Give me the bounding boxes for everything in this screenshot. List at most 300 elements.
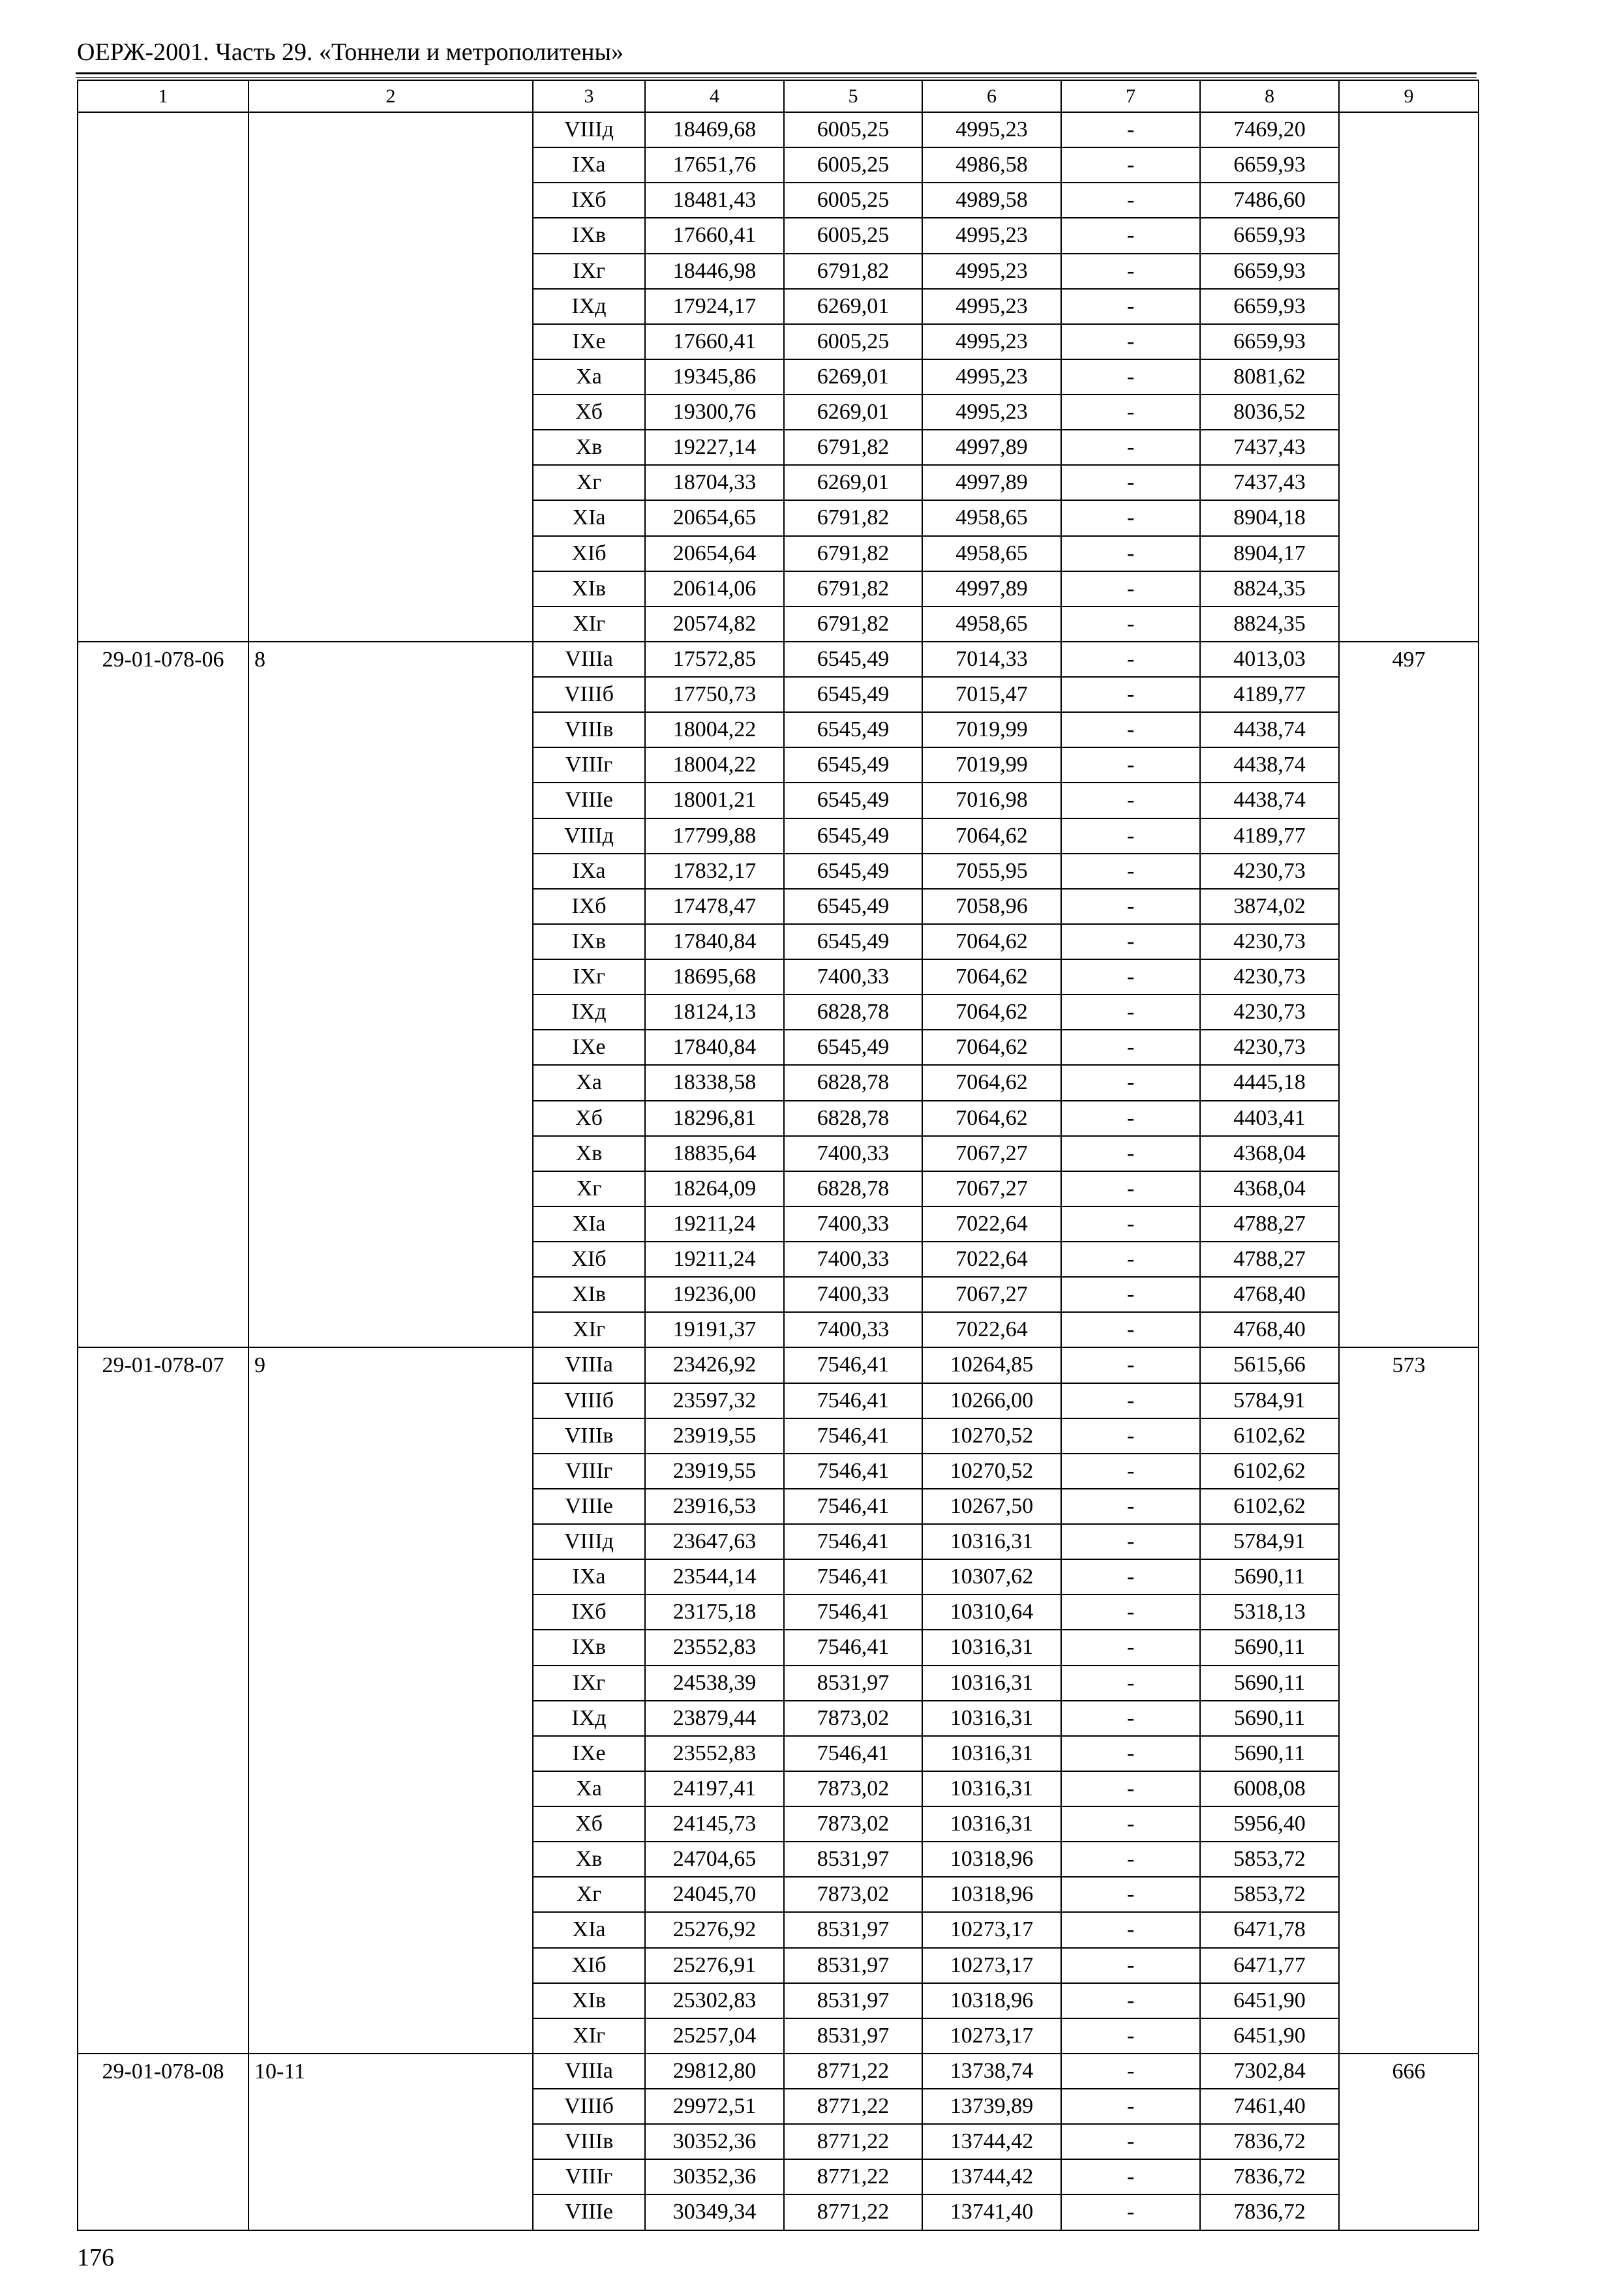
table-cell: 8824,35	[1200, 571, 1339, 606]
table-cell: 6659,93	[1200, 147, 1339, 183]
table-cell: 5615,66	[1200, 1347, 1339, 1383]
table-cell: Xб	[533, 1101, 645, 1136]
table-cell: VIIIе	[533, 783, 645, 818]
table-cell: 4368,04	[1200, 1171, 1339, 1206]
table-cell: 6828,78	[784, 1101, 922, 1136]
column-9-cell	[1339, 112, 1479, 642]
table-cell: -	[1061, 747, 1200, 783]
table-cell: -	[1061, 1101, 1200, 1136]
table-cell: IXг	[533, 959, 645, 995]
table-cell: IXв	[533, 1630, 645, 1665]
table-cell: VIIIг	[533, 2159, 645, 2194]
table-cell: 5690,11	[1200, 1736, 1339, 1771]
table-cell: 7019,99	[922, 747, 1061, 783]
table-cell: 8531,97	[784, 1912, 922, 1947]
table-cell: 7067,27	[922, 1277, 1061, 1312]
table-cell: 7546,41	[784, 1383, 922, 1418]
table-row	[78, 642, 1479, 677]
table-cell: 8824,35	[1200, 606, 1339, 642]
table-cell: -	[1061, 1242, 1200, 1277]
column-2-cell	[248, 112, 533, 642]
table-cell: 4995,23	[922, 289, 1061, 324]
table-cell: -	[1061, 147, 1200, 183]
table-cell: 18835,64	[645, 1136, 784, 1171]
table-cell: 19227,14	[645, 430, 784, 465]
table-cell: 6451,90	[1200, 2018, 1339, 2054]
table-cell: 6545,49	[784, 747, 922, 783]
column-9-cell: 573	[1339, 1347, 1479, 2054]
table-cell: 4997,89	[922, 571, 1061, 606]
table-cell: 5690,11	[1200, 1701, 1339, 1736]
table-cell: XIб	[533, 1242, 645, 1277]
table-cell: 17478,47	[645, 889, 784, 924]
table-cell: 4958,65	[922, 500, 1061, 535]
table-cell: 13741,40	[922, 2194, 1061, 2230]
table-cell: VIIIд	[533, 112, 645, 147]
table-cell: 5318,13	[1200, 1594, 1339, 1630]
table-cell: 10316,31	[922, 1806, 1061, 1842]
table-cell: -	[1061, 1454, 1200, 1489]
table-cell: 23426,92	[645, 1347, 784, 1383]
page-header: ОЕРЖ-2001. Часть 29. «Тоннели и метрополитены»	[77, 38, 624, 66]
table-cell: -	[1061, 254, 1200, 289]
table-cell: -	[1061, 430, 1200, 465]
table-cell: 18704,33	[645, 465, 784, 500]
table-cell: 29972,51	[645, 2089, 784, 2124]
table-cell: 5784,91	[1200, 1383, 1339, 1418]
table-cell: 17572,85	[645, 642, 784, 677]
table-cell: 10318,96	[922, 1877, 1061, 1912]
column-header: 3	[533, 80, 645, 112]
table-cell: -	[1061, 1383, 1200, 1418]
table-cell: XIг	[533, 1312, 645, 1347]
table-cell: IXе	[533, 1030, 645, 1065]
table-cell: 6269,01	[784, 395, 922, 430]
table-cell: 8771,22	[784, 2054, 922, 2089]
table-cell: 6791,82	[784, 500, 922, 535]
table-cell: 6005,25	[784, 183, 922, 218]
table-cell: XIв	[533, 571, 645, 606]
table-cell: 4189,77	[1200, 818, 1339, 854]
table-cell: VIIIб	[533, 677, 645, 712]
table-cell: 7486,60	[1200, 183, 1339, 218]
table-row	[78, 112, 1479, 147]
table-cell: 7873,02	[784, 1701, 922, 1736]
table-cell: 6659,93	[1200, 324, 1339, 359]
table-cell: Xв	[533, 1136, 645, 1171]
rate-code-cell	[78, 112, 248, 642]
table-cell: 7064,62	[922, 924, 1061, 959]
table-cell: 4013,03	[1200, 642, 1339, 677]
rate-code-cell: 29-01-078-07	[78, 1347, 248, 2054]
table-cell: 6791,82	[784, 254, 922, 289]
table-cell: 4788,27	[1200, 1242, 1339, 1277]
table-cell: -	[1061, 1983, 1200, 2018]
table-cell: 18481,43	[645, 183, 784, 218]
table-cell: 7064,62	[922, 1065, 1061, 1100]
table-cell: 7016,98	[922, 783, 1061, 818]
table-cell: 4958,65	[922, 536, 1061, 571]
table-cell: Xа	[533, 1771, 645, 1806]
table-cell: 4995,23	[922, 218, 1061, 253]
table-cell: 18124,13	[645, 995, 784, 1030]
table-cell: -	[1061, 2054, 1200, 2089]
table-cell: 6659,93	[1200, 218, 1339, 253]
table-cell: -	[1061, 783, 1200, 818]
table-cell: IXе	[533, 324, 645, 359]
table-cell: 7400,33	[784, 1312, 922, 1347]
table-cell: VIIIг	[533, 1454, 645, 1489]
table-cell: 7836,72	[1200, 2124, 1339, 2159]
table-cell: 6791,82	[784, 536, 922, 571]
table-cell: 10273,17	[922, 2018, 1061, 2054]
table-cell: 17660,41	[645, 218, 784, 253]
table-cell: IXд	[533, 289, 645, 324]
table-cell: -	[1061, 1666, 1200, 1701]
table-cell: XIб	[533, 536, 645, 571]
table-cell: 24197,41	[645, 1771, 784, 1806]
table-cell: Xа	[533, 1065, 645, 1100]
column-9-cell: 497	[1339, 642, 1479, 1348]
table-cell: 7546,41	[784, 1559, 922, 1594]
table-cell: 25276,91	[645, 1948, 784, 1983]
table-cell: 4958,65	[922, 606, 1061, 642]
table-cell: -	[1061, 1347, 1200, 1383]
table-cell: 7400,33	[784, 1206, 922, 1242]
table-cell: 23919,55	[645, 1454, 784, 1489]
table-cell: 10316,31	[922, 1630, 1061, 1665]
table-cell: 4230,73	[1200, 995, 1339, 1030]
table-cell: 6102,62	[1200, 1489, 1339, 1524]
table-cell: 13744,42	[922, 2159, 1061, 2194]
table-cell: 4403,41	[1200, 1101, 1339, 1136]
table-cell: 8531,97	[784, 1948, 922, 1983]
table-cell: 3874,02	[1200, 889, 1339, 924]
table-cell: 10316,31	[922, 1736, 1061, 1771]
table-cell: 24045,70	[645, 1877, 784, 1912]
table-cell: 4445,18	[1200, 1065, 1339, 1100]
table-cell: 5690,11	[1200, 1559, 1339, 1594]
table-cell: 4230,73	[1200, 854, 1339, 889]
table-cell: 7055,95	[922, 854, 1061, 889]
table-cell: VIIIг	[533, 747, 645, 783]
table-cell: 7015,47	[922, 677, 1061, 712]
table-cell: XIв	[533, 1277, 645, 1312]
table-cell: 17651,76	[645, 147, 784, 183]
table-cell: 6545,49	[784, 1030, 922, 1065]
table-cell: VIIIа	[533, 2054, 645, 2089]
table-cell: 18446,98	[645, 254, 784, 289]
table-cell: 10316,31	[922, 1666, 1061, 1701]
table-cell: 20574,82	[645, 606, 784, 642]
table-cell: 10307,62	[922, 1559, 1061, 1594]
table-cell: 7546,41	[784, 1594, 922, 1630]
table-cell: 6545,49	[784, 854, 922, 889]
table-cell: -	[1061, 183, 1200, 218]
table-cell: -	[1061, 2159, 1200, 2194]
table-cell: 19300,76	[645, 395, 784, 430]
table-cell: -	[1061, 1065, 1200, 1100]
table-cell: 23552,83	[645, 1736, 784, 1771]
table-cell: 18469,68	[645, 112, 784, 147]
table-cell: 7019,99	[922, 712, 1061, 747]
table-cell: 18264,09	[645, 1171, 784, 1206]
table-cell: IXа	[533, 1559, 645, 1594]
table-cell: 7067,27	[922, 1136, 1061, 1171]
table-cell: 4189,77	[1200, 677, 1339, 712]
table-cell: VIIIд	[533, 818, 645, 854]
table-cell: VIIIд	[533, 1524, 645, 1559]
header-rule-thin	[76, 77, 1477, 78]
table-cell: 7064,62	[922, 1030, 1061, 1065]
table-cell: 6005,25	[784, 218, 922, 253]
table-cell: 4995,23	[922, 112, 1061, 147]
table-cell: 7302,84	[1200, 2054, 1339, 2089]
table-cell: -	[1061, 818, 1200, 854]
table-cell: 7064,62	[922, 1101, 1061, 1136]
table-cell: Xа	[533, 359, 645, 395]
table-cell: 6005,25	[784, 112, 922, 147]
table-cell: IXг	[533, 254, 645, 289]
table-cell: IXг	[533, 1666, 645, 1701]
table-cell: 7064,62	[922, 818, 1061, 854]
column-header: 6	[922, 80, 1061, 112]
table-cell: -	[1061, 1842, 1200, 1877]
table-cell: 17840,84	[645, 924, 784, 959]
table-cell: -	[1061, 218, 1200, 253]
table-cell: 18004,22	[645, 712, 784, 747]
table-cell: -	[1061, 112, 1200, 147]
table-cell: -	[1061, 1489, 1200, 1524]
column-header: 5	[784, 80, 922, 112]
table-cell: 5853,72	[1200, 1842, 1339, 1877]
table-cell: -	[1061, 2018, 1200, 2054]
table-cell: 25302,83	[645, 1983, 784, 2018]
table-cell: 6269,01	[784, 465, 922, 500]
rate-code-cell: 29-01-078-06	[78, 642, 248, 1348]
table-cell: 17840,84	[645, 1030, 784, 1065]
table-cell: 10270,52	[922, 1418, 1061, 1454]
table-cell: 20614,06	[645, 571, 784, 606]
table-cell: 10264,85	[922, 1347, 1061, 1383]
table-cell: 7400,33	[784, 1277, 922, 1312]
table-cell: 7546,41	[784, 1630, 922, 1665]
table-cell: 7064,62	[922, 995, 1061, 1030]
table-cell: 6545,49	[784, 924, 922, 959]
table-cell: 4438,74	[1200, 712, 1339, 747]
table-cell: VIIIб	[533, 1383, 645, 1418]
table-row	[78, 1347, 1479, 1383]
table-cell: VIIIв	[533, 1418, 645, 1454]
table-cell: 4230,73	[1200, 959, 1339, 995]
table-cell: 13739,89	[922, 2089, 1061, 2124]
table-cell: 8531,97	[784, 1983, 922, 2018]
column-header: 4	[645, 80, 784, 112]
table-cell: -	[1061, 1736, 1200, 1771]
table-cell: 5784,91	[1200, 1524, 1339, 1559]
table-cell: -	[1061, 2124, 1200, 2159]
table-cell: 8036,52	[1200, 395, 1339, 430]
column-9-cell: 666	[1339, 2054, 1479, 2230]
table-cell: 7546,41	[784, 1736, 922, 1771]
table-cell: VIIIв	[533, 2124, 645, 2159]
table-cell: -	[1061, 1701, 1200, 1736]
column-header: 1	[78, 80, 248, 112]
table-cell: 8771,22	[784, 2124, 922, 2159]
table-cell: 13744,42	[922, 2124, 1061, 2159]
table-cell: -	[1061, 1418, 1200, 1454]
table-cell: 10318,96	[922, 1983, 1061, 2018]
table-cell: 8081,62	[1200, 359, 1339, 395]
table-cell: -	[1061, 1594, 1200, 1630]
table-cell: 10273,17	[922, 1948, 1061, 1983]
table-cell: 6545,49	[784, 783, 922, 818]
table-cell: 13738,74	[922, 2054, 1061, 2089]
table-cell: IXв	[533, 924, 645, 959]
table-cell: 6791,82	[784, 430, 922, 465]
table-cell: XIа	[533, 500, 645, 535]
table-cell: 7546,41	[784, 1489, 922, 1524]
table-cell: Xв	[533, 430, 645, 465]
table-cell: 7836,72	[1200, 2194, 1339, 2230]
table-cell: -	[1061, 642, 1200, 677]
table-cell: 23175,18	[645, 1594, 784, 1630]
table-cell: 23879,44	[645, 1701, 784, 1736]
table-cell: 10273,17	[922, 1912, 1061, 1947]
table-cell: 23552,83	[645, 1630, 784, 1665]
table-cell: -	[1061, 395, 1200, 430]
table-cell: 6008,08	[1200, 1771, 1339, 1806]
table-cell: -	[1061, 500, 1200, 535]
table-cell: -	[1061, 465, 1200, 500]
column-2-cell: 9	[248, 1347, 533, 2054]
table-cell: IXб	[533, 1594, 645, 1630]
table-cell: Xб	[533, 395, 645, 430]
table-cell: -	[1061, 924, 1200, 959]
table-cell: 6005,25	[784, 324, 922, 359]
table-cell: 23544,14	[645, 1559, 784, 1594]
table-cell: 6471,77	[1200, 1948, 1339, 1983]
table-cell: XIв	[533, 1983, 645, 2018]
table-cell: -	[1061, 959, 1200, 995]
header-rule-thick	[76, 72, 1477, 74]
table-cell: -	[1061, 854, 1200, 889]
table-cell: 10266,00	[922, 1383, 1061, 1418]
table-cell: 17799,88	[645, 818, 784, 854]
table-cell: 8771,22	[784, 2089, 922, 2124]
table-cell: 4995,23	[922, 395, 1061, 430]
table-cell: 4997,89	[922, 465, 1061, 500]
table-cell: IXа	[533, 147, 645, 183]
table-cell: 23597,32	[645, 1383, 784, 1418]
table-cell: 6545,49	[784, 642, 922, 677]
table-cell: 30352,36	[645, 2124, 784, 2159]
table-cell: 4768,40	[1200, 1312, 1339, 1347]
table-cell: -	[1061, 995, 1200, 1030]
table-cell: 19211,24	[645, 1206, 784, 1242]
table-cell: 6269,01	[784, 289, 922, 324]
table-cell: 7546,41	[784, 1418, 922, 1454]
table-cell: 7437,43	[1200, 430, 1339, 465]
table-cell: 30352,36	[645, 2159, 784, 2194]
column-header: 7	[1061, 80, 1200, 112]
table-cell: 8531,97	[784, 1842, 922, 1877]
table-cell: 7022,64	[922, 1206, 1061, 1242]
table-cell: 7400,33	[784, 959, 922, 995]
table-cell: 6659,93	[1200, 289, 1339, 324]
table-cell: 30349,34	[645, 2194, 784, 2230]
table-cell: 6545,49	[784, 818, 922, 854]
table-cell: -	[1061, 1806, 1200, 1842]
table-cell: VIIIа	[533, 1347, 645, 1383]
table-cell: 7469,20	[1200, 112, 1339, 147]
table-cell: 10316,31	[922, 1771, 1061, 1806]
table-cell: 7437,43	[1200, 465, 1339, 500]
table-cell: VIIIб	[533, 2089, 645, 2124]
table-cell: -	[1061, 1877, 1200, 1912]
table-cell: 23647,63	[645, 1524, 784, 1559]
table-cell: 20654,65	[645, 500, 784, 535]
table-cell: 8771,22	[784, 2194, 922, 2230]
table-cell: IXб	[533, 889, 645, 924]
table-cell: 19211,24	[645, 1242, 784, 1277]
table-cell: 10318,96	[922, 1842, 1061, 1877]
table-cell: XIб	[533, 1948, 645, 1983]
table-cell: 6102,62	[1200, 1454, 1339, 1489]
table-cell: 7873,02	[784, 1877, 922, 1912]
table-cell: -	[1061, 1136, 1200, 1171]
table-cell: 24704,65	[645, 1842, 784, 1877]
column-2-cell: 10-11	[248, 2054, 533, 2230]
table-cell: -	[1061, 1630, 1200, 1665]
table-cell: 25257,04	[645, 2018, 784, 2054]
column-header: 8	[1200, 80, 1339, 112]
table-cell: 5690,11	[1200, 1630, 1339, 1665]
table-row	[78, 2054, 1479, 2089]
table-cell: 4768,40	[1200, 1277, 1339, 1312]
table-cell: XIг	[533, 2018, 645, 2054]
table-cell: -	[1061, 1559, 1200, 1594]
table-cell: IXв	[533, 218, 645, 253]
table-cell: VIIIа	[533, 642, 645, 677]
table-cell: 6269,01	[784, 359, 922, 395]
table-cell: 8904,17	[1200, 536, 1339, 571]
table-cell: 7461,40	[1200, 2089, 1339, 2124]
table-cell: -	[1061, 1030, 1200, 1065]
table-cell: 7022,64	[922, 1312, 1061, 1347]
table-cell: 8771,22	[784, 2159, 922, 2194]
table-cell: 20654,64	[645, 536, 784, 571]
table-cell: -	[1061, 324, 1200, 359]
table-cell: -	[1061, 1206, 1200, 1242]
table-cell: 29812,80	[645, 2054, 784, 2089]
table-cell: 6791,82	[784, 571, 922, 606]
table-cell: 19191,37	[645, 1312, 784, 1347]
table-cell: 6545,49	[784, 889, 922, 924]
table-cell: 17832,17	[645, 854, 784, 889]
table-cell: 18296,81	[645, 1101, 784, 1136]
table-cell: 6828,78	[784, 1171, 922, 1206]
table-cell: 18001,21	[645, 783, 784, 818]
table-cell: 24145,73	[645, 1806, 784, 1842]
table-cell: XIа	[533, 1912, 645, 1947]
table-cell: IXб	[533, 183, 645, 218]
table-cell: 10316,31	[922, 1524, 1061, 1559]
table-cell: 19236,00	[645, 1277, 784, 1312]
table-cell: 7546,41	[784, 1347, 922, 1383]
table-cell: 23916,53	[645, 1489, 784, 1524]
table-cell: 6545,49	[784, 712, 922, 747]
